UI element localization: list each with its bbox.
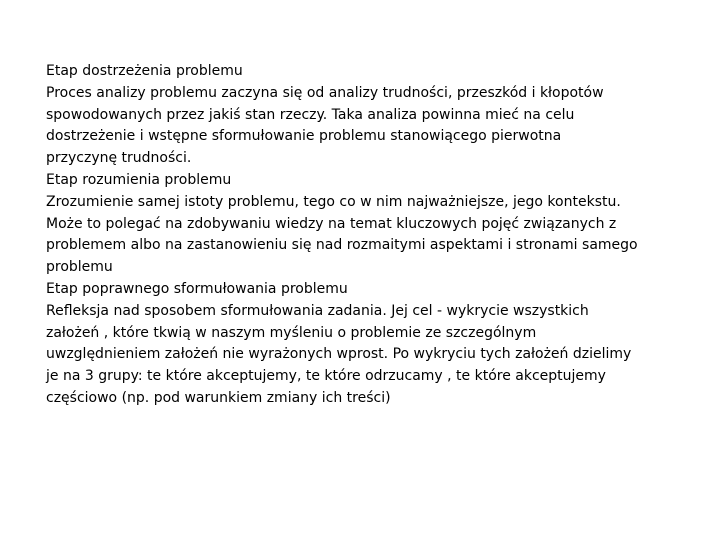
- paragraph-line: częściowo (np. pod warunkiem zmiany ich treści): [46, 389, 391, 406]
- paragraph-line: spowodowanych przez jakiś stan rzeczy. Taka analiza powinna mieć na celu: [46, 106, 575, 123]
- paragraph-line: uwzględnieniem założeń nie wyrażonych wprost. Po wykryciu tych założeń dzielimy: [46, 346, 632, 363]
- paragraph-line: Refleksja nad sposobem sformułowania zadania. Jej cel - wykrycie wszystkich: [46, 302, 589, 319]
- paragraph-line: założeń , które tkwią w naszym myśleniu o problemie ze szczególnym: [46, 324, 537, 341]
- paragraph-line: Zrozumienie samej istoty problemu, tego co w nim najważniejsze, jego kontekstu.: [46, 193, 621, 210]
- paragraph-line: przyczynę trudności.: [46, 150, 192, 167]
- paragraph-line: problemem albo na zastanowieniu się nad rozmaitymi aspektami i stronami samego: [46, 237, 638, 254]
- paragraph-line: Proces analizy problemu zaczyna się od analizy trudności, przeszkód i kłopotów: [46, 84, 604, 101]
- paragraph-line: Może to polegać na zdobywaniu wiedzy na temat kluczowych pojęć związanych z: [46, 215, 617, 232]
- paragraph-line: je na 3 grupy: te które akceptujemy, te które odrzucamy , te które akceptujemy: [46, 368, 606, 385]
- heading-stage-formulation: Etap poprawnego sformułowania problemu: [46, 280, 348, 297]
- paragraph-line: problemu: [46, 259, 113, 276]
- heading-stage-understanding: Etap rozumienia problemu: [46, 171, 232, 188]
- body-text-block: [46, 61, 706, 410]
- paragraph-line: dostrzeżenie i wstępne sformułowanie problemu stanowiącego pierwotna: [46, 128, 562, 145]
- heading-stage-noticing: Etap dostrzeżenia problemu: [46, 63, 243, 79]
